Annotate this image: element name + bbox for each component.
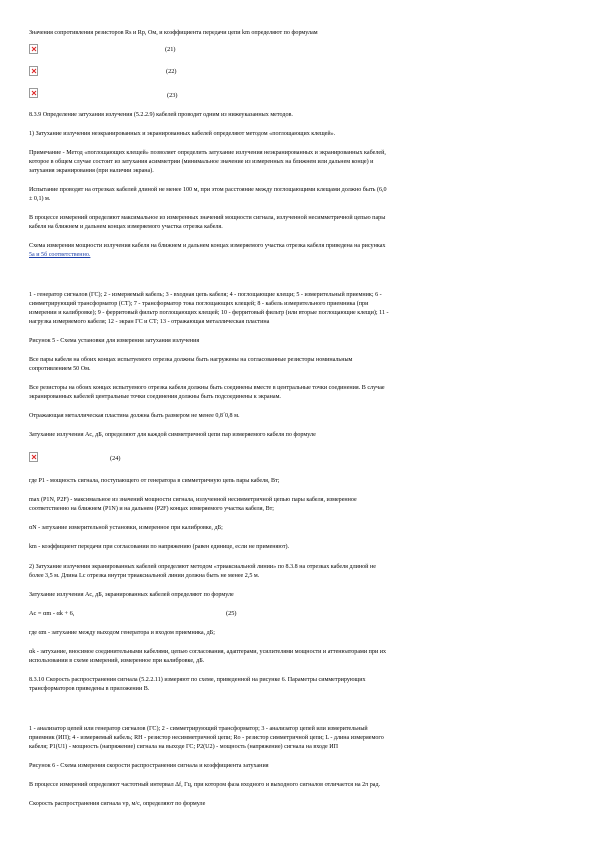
equation-number: (24) bbox=[110, 455, 121, 462]
text-line: где αm - затухание между выходом генератора и входом приемника, дБ; bbox=[29, 630, 215, 636]
broken-image-icon bbox=[29, 66, 38, 76]
text-line: Затухание излучения Ac, дБ, экранированных кабелей определяют по формуле bbox=[29, 592, 234, 598]
text-line: измерении и калибровке); 9 - ферритовый фильтр поглощающих клещей; 10 - ферритовый фильтр (или вторые поглощающие клещи); 11 - bbox=[29, 310, 389, 316]
text-line: экранированных кабелей центральные точки соединения должны быть подсоединены к экранам. bbox=[29, 394, 281, 400]
text-line: 1) Затухание излучения неэкранированных и экранированных кабелей определяют методом «поглощающих клещей». bbox=[29, 131, 336, 137]
text-line: Скорость распространения сигнала vр, м/с, определяют по формуле bbox=[29, 801, 206, 807]
text-line: Отражающая металлическая пластина должна быть размером не менее 0,8´0,8 м. bbox=[29, 413, 240, 419]
text-line: нагрузка измеряемого кабеля; 12 - экран ГС и СТ; 13 - отражающая металлическая пластина bbox=[29, 319, 270, 325]
text-line: 2) Затухание излучения экранированных кабелей определяют методом «триаксиальной линии» по 8.3.8 на отрезках кабеля длиной не bbox=[29, 564, 376, 570]
text-line: Схема измерения мощности излучения кабеля на ближнем и дальнем концах измеряемого участка отрезка кабеля приведена на рисунках bbox=[29, 243, 386, 249]
text-line: кабеля; P1(U1) - мощность (напряжение) сигнала на выходе ГС; P2(U2) - мощность (напряжение) сигнала на входе ИП bbox=[29, 744, 339, 750]
equation-number: (22) bbox=[166, 68, 177, 75]
text-line: Затухание излучения Ac, дБ, определяют для каждой симметричной цепи пар измеряемого кабеля по формуле bbox=[29, 432, 316, 438]
text-line: В процессе измерений определяют максимальное из измеренных значений мощности сигнала, излученной несимметричной цепью пары bbox=[29, 215, 386, 221]
text-line: В процессе измерений определяют частотный интервал Δf, Гц, при котором фаза входного и выходного сигналов отличается на 2π рад. bbox=[29, 782, 381, 788]
figure-link-line[interactable]: 5a и 5б соответственно. bbox=[29, 252, 91, 258]
text-line: соответственно на ближнем (P1N) и на дальнем (P2F) концах измеряемого участка кабеля, Вт; bbox=[29, 506, 274, 512]
text-line: 8.3.10 Скорость распространения сигнала (5.2.2.11) измеряют по схеме, приведенной на рисунке 6. Параметры симметрирующих bbox=[29, 677, 366, 683]
text-line: αN - затухание измерительной установки, измеренное при калибровке, дБ; bbox=[29, 525, 223, 531]
text-line: Все резисторы на обоих концах испытуемого отрезка кабеля должны быть соединены вместе в центральные точки соединения. В случае bbox=[29, 385, 385, 391]
text-line: 1 - генератор сигналов (ГС); 2 - измеряемый кабель; 3 - входная цепь кабеля; 4 - поглощающие клещи; 5 - измерительный приемник; 6 - bbox=[29, 292, 382, 298]
text-line: которое в общем случае состоит из затухания асимметрии (минимальное значение из измеренных на ближнем или дальнем конце) и bbox=[29, 159, 374, 165]
text-line: симметрирующий трансформатор (СТ); 7 - трансформатор тока поглощающих клещей; 8 - кабель измерительного приемника (при bbox=[29, 301, 369, 307]
text-line: сопротивлением 50 Ом. bbox=[29, 366, 91, 372]
broken-image-icon bbox=[29, 88, 38, 98]
equation-number: (23) bbox=[167, 92, 178, 99]
broken-image-icon bbox=[29, 452, 38, 462]
text-line: трансформаторов приведены в приложении В. bbox=[29, 686, 150, 692]
text-line: Все пары кабеля на обоих концах испытуемого отрезка должны быть нагружены на согласованные резисторы номинальным bbox=[29, 357, 353, 363]
text-line: Примечание - Метод «поглощающих клещей» позволяет определить затухание излучения неэкранированных и экранированных кабелей, bbox=[29, 150, 386, 156]
text-line: 1 - анализатор цепей или генератор сигналов (ГС); 2 - симметрирующий трансформатор; 3 - анализатор цепей или измерительный bbox=[29, 726, 368, 732]
text-line: αk - затухание, вносимое соединительными кабелями, цепью согласования, адаптерами, усилителями мощности и аттенюаторами при их bbox=[29, 649, 387, 655]
text-line: ± 0,1) м. bbox=[29, 196, 51, 202]
equation-formula: Ac = αm - αk + 6, bbox=[29, 610, 75, 617]
text-line: более 3,5 м. Длина Lc отрезка внутри триаксиальной линии должна быть не менее 2,5 м. bbox=[29, 573, 260, 579]
section-heading-line bbox=[29, 111, 569, 119]
text-line: 8.3.9 Определение затухания излучения (5.2.2.9) кабелей проводят одним из нижеуказанных методов. bbox=[29, 112, 293, 118]
text-line: Значения сопротивления резисторов Rs и Rp, Ом, и коэффициента передачи цепи km определяют по формулам bbox=[29, 30, 318, 36]
figure-caption: Рисунок 5 - Схема установки для измерения затухания излучения bbox=[29, 338, 200, 344]
text-line: кабеля на ближнем и дальнем концах измеряемого участка отрезка кабеля. bbox=[29, 224, 223, 230]
equation-number: (21) bbox=[165, 46, 176, 53]
text-line: затухания экранирования (при наличии экрана). bbox=[29, 168, 154, 174]
figure-caption: Рисунок 6 - Схема измерения скорости распространения сигнала и коэффициента затухания bbox=[29, 763, 269, 769]
text-line: km - коэффициент передачи при согласовании по напряжению (равен единице, если не применяют). bbox=[29, 544, 290, 550]
text-line: приемник (ИП); 4 - измеряемый кабель; RH - резистор несимметричной цепи; Ro - резистор симметричной цепи; L - длина измеряемого bbox=[29, 735, 384, 741]
text-line: max (P1N, P2F) - максимальное из значений мощности сигнала, излученной несимметричной цепью пары кабеля, измеренное bbox=[29, 497, 357, 503]
text-line: использовании в схеме измерений, измеренное при калибровке, дБ. bbox=[29, 658, 205, 664]
broken-image-icon bbox=[29, 44, 38, 54]
text-line: где P1 - мощность сигнала, поступающего от генератора в симметричную цепь пары кабеля, Вт; bbox=[29, 478, 280, 484]
equation-number: (25) bbox=[226, 610, 237, 617]
text-line: Испытание проводят на отрезках кабелей длиной не менее 100 м, при этом расстояние между поглощающими клещами должно быть (6,0 bbox=[29, 187, 387, 193]
